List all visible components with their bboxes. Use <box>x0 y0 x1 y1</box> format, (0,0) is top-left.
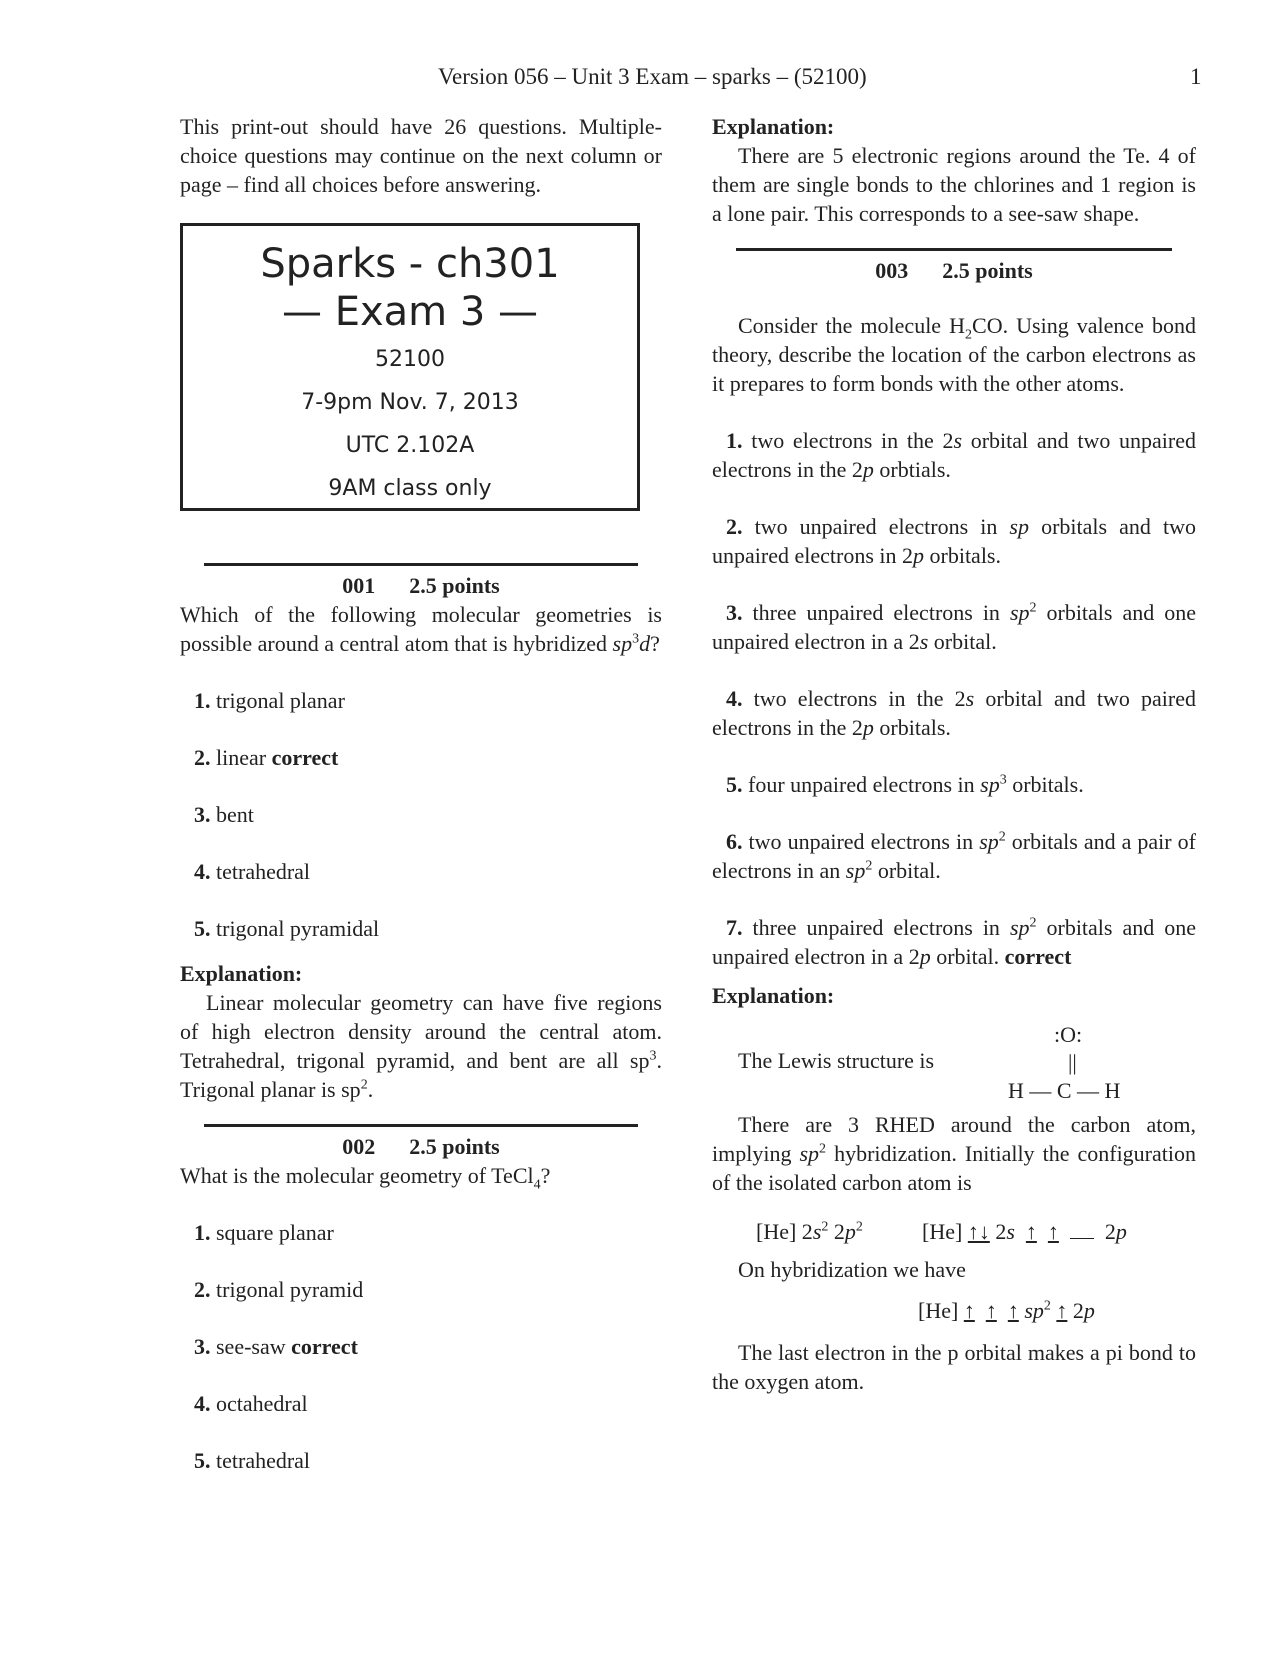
hybrid-orbitals: [He] ↑ ↑ ↑ $sp^2$ ↑ 2p <box>918 1298 1095 1323</box>
choice-text: two electrons in the 2s orbital and two unpaired electrons in the 2p orbtials. <box>712 428 1197 482</box>
question-header-002 <box>180 1133 662 1161</box>
answer-choice[interactable] <box>180 1389 662 1418</box>
answer-choice[interactable] <box>712 684 1196 742</box>
explanation-003-text: There are 3 RHED around the carbon atom, implying $sp^2$ hybridization. Initially the configuration of the isolated carbon atom is <box>712 1112 1196 1195</box>
course-title: Sparks - ch301 <box>260 241 560 287</box>
choice-number: 7. <box>726 915 743 940</box>
choice-text: three unpaired electrons in $sp^2$ orbitals and one unpaired electron in a 2s orbital. <box>712 600 1196 654</box>
choice-number: 4. <box>194 1391 211 1416</box>
answer-choice[interactable] <box>712 770 1196 799</box>
question-divider <box>204 563 638 566</box>
answer-choice[interactable] <box>180 1446 662 1475</box>
question-002-stem: What is the molecular geometry of TeCl$_4$? <box>180 1163 551 1193</box>
choice-number: 5. <box>194 916 211 941</box>
choice-text: two electrons in the 2s orbital and two paired electrons in the 2p orbitals. <box>712 686 1196 740</box>
question-001-stem: Which of the following molecular geometries is possible around a central atom that is hybridized $sp^3d$? <box>180 602 662 656</box>
choice-number: 2. <box>194 745 211 770</box>
explanation-003-closing: The last electron in the p orbital makes a pi bond to the oxygen atom. <box>712 1340 1196 1394</box>
choice-number: 3. <box>194 1334 211 1359</box>
exam-class-note: 9AM class only <box>328 476 492 501</box>
explanation-label: Explanation: <box>180 961 303 986</box>
header-title: Version 056 – Unit 3 Exam – sparks – (52100) <box>438 64 867 89</box>
question-divider <box>736 248 1172 251</box>
answer-choice[interactable] <box>180 686 662 715</box>
choice-number: 2. <box>726 514 743 539</box>
choice-number: 1. <box>194 688 211 713</box>
answer-choice[interactable] <box>180 857 662 886</box>
correct-marker: correct <box>1004 944 1072 969</box>
choice-number: 2. <box>194 1277 211 1302</box>
explanation-002-text: There are 5 electronic regions around the Te. 4 of them are single bonds to the chlorines and 1 region is a lone pair. This corresponds to a see-saw shape. <box>712 143 1196 226</box>
question-header-001 <box>180 572 662 600</box>
choice-text: tetrahedral <box>216 1448 311 1473</box>
exam-title: — Exam 3 — <box>281 289 538 335</box>
page-number: 1 <box>1190 64 1202 89</box>
config-notation: [He] $2s^2$ $2p^2$ <box>756 1219 863 1244</box>
choice-text: linear <box>216 745 267 770</box>
lewis-h-c-h: H — C — H <box>1008 1078 1121 1103</box>
question-points: 2.5 points <box>942 258 1033 283</box>
question-number: 003 <box>875 258 909 283</box>
question-divider <box>204 1124 638 1127</box>
lewis-oxygen: :O: <box>1054 1022 1083 1047</box>
left-column <box>180 112 662 1475</box>
right-column <box>712 112 1196 1396</box>
page-header <box>0 64 1280 96</box>
choice-text: trigonal pyramidal <box>216 916 380 941</box>
choice-number: 6. <box>726 829 743 854</box>
choice-number: 4. <box>194 859 211 884</box>
choice-text: see-saw <box>216 1334 286 1359</box>
choice-text: three unpaired electrons in $sp^2$ orbitals and one unpaired electron in a 2p orbital. <box>712 915 1196 969</box>
choice-text: octahedral <box>216 1391 308 1416</box>
choice-number: 5. <box>726 772 743 797</box>
correct-marker: correct <box>291 1334 358 1359</box>
question-header-003 <box>712 257 1196 285</box>
answer-choice[interactable] <box>180 914 662 943</box>
question-003-stem: Consider the molecule $H_2CO$. Using valence bond theory, describe the location of the carbon electrons as it prepares to form bonds with the other atoms. <box>712 313 1196 396</box>
electron-configuration <box>712 1211 1196 1255</box>
choice-number: 1. <box>194 1220 211 1245</box>
lewis-double-bond: || <box>1068 1050 1077 1075</box>
choice-number: 4. <box>726 686 743 711</box>
choice-text: tetrahedral <box>216 859 311 884</box>
answer-choice[interactable] <box>712 598 1196 656</box>
answer-choice[interactable] <box>180 800 662 829</box>
choice-text: four unpaired electrons in $sp^3$ orbitals. <box>748 772 1084 797</box>
question-number: 002 <box>342 1134 376 1159</box>
hybridization-label: On hybridization we have <box>738 1257 966 1282</box>
lewis-structure <box>712 1020 1196 1106</box>
choice-number: 3. <box>726 600 743 625</box>
choice-text: two unpaired electrons in $sp^2$ orbitals and a pair of electrons in an $sp^2$ orbital. <box>712 829 1196 883</box>
answer-choice[interactable] <box>180 1275 662 1304</box>
hybridized-orbital-diagram <box>712 1290 1196 1334</box>
choice-text: square planar <box>216 1220 334 1245</box>
choice-number: 1. <box>726 428 743 453</box>
answer-choice[interactable] <box>180 1332 662 1361</box>
explanation-label: Explanation: <box>712 114 835 139</box>
intro-text: This print-out should have 26 questions. Multiple-choice questions may continue on the next column or page – find all choices before answering. <box>180 114 662 197</box>
choice-number: 5. <box>194 1448 211 1473</box>
choice-text: trigonal pyramid <box>216 1277 364 1302</box>
exam-title-box <box>180 223 640 511</box>
correct-marker: correct <box>271 745 339 770</box>
explanation-label: Explanation: <box>712 983 835 1008</box>
question-points: 2.5 points <box>409 573 500 598</box>
exam-date: 7-9pm Nov. 7, 2013 <box>301 390 519 415</box>
choice-number: 3. <box>194 802 211 827</box>
answer-choice[interactable] <box>180 1218 662 1247</box>
answer-choice[interactable] <box>712 512 1196 570</box>
choice-text: bent <box>216 802 254 827</box>
choice-text: trigonal planar <box>216 688 345 713</box>
question-number: 001 <box>342 573 376 598</box>
explanation-001-text: Linear molecular geometry can have five regions of high electron density around the central atom. Tetrahedral, trigonal pyramid, and bent are all $sp^3$. Trigonal planar is $sp^2$. <box>180 990 662 1102</box>
orbital-diagram: [He] ↑↓ 2s ↑ ↑ 2p <box>922 1219 1127 1244</box>
lewis-label: The Lewis structure is <box>738 1048 935 1073</box>
exam-location: UTC 2.102A <box>345 433 475 458</box>
exam-id: 52100 <box>375 347 445 372</box>
answer-choice[interactable] <box>712 426 1196 484</box>
choice-text: two unpaired electrons in sp orbitals and two unpaired electrons in 2p orbitals. <box>712 514 1196 568</box>
answer-choice[interactable] <box>712 827 1196 885</box>
answer-choice[interactable] <box>180 743 662 772</box>
question-points: 2.5 points <box>409 1134 500 1159</box>
answer-choice[interactable] <box>712 913 1196 971</box>
